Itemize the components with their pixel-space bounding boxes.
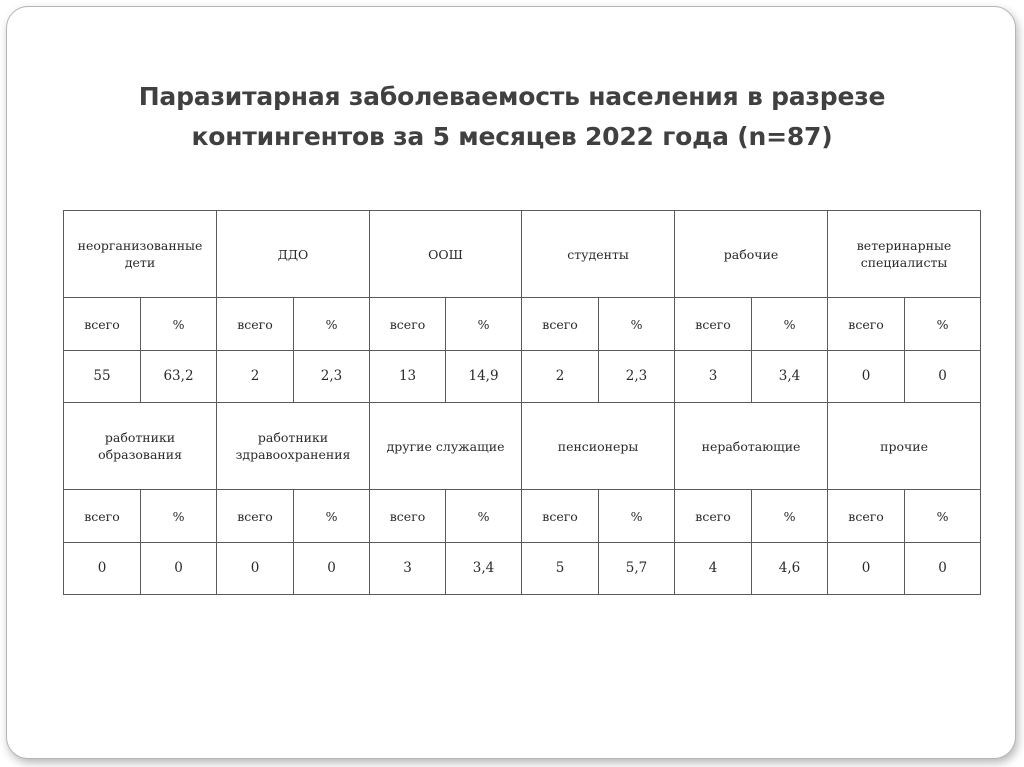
contingent-table [63,210,981,595]
total-value-cell: 0 [64,543,141,595]
percent-value-cell: 5,7 [599,543,675,595]
subheader-percent-cell: % [446,298,522,351]
subheader-total-cell: всего [675,298,752,351]
subheader-total-cell: всего [522,490,599,543]
table-body [64,211,981,595]
percent-value-cell: 63,2 [141,351,217,403]
percent-value-cell: 4,6 [752,543,828,595]
category-header-cell: другие служащие [370,403,522,490]
category-header-cell: прочие [828,403,981,490]
subheader-percent-cell: % [294,298,370,351]
category-header-cell: работники здравоохранения [217,403,370,490]
percent-value-cell: 2,3 [294,351,370,403]
subheader-percent-cell: % [141,490,217,543]
category-header-cell: ООШ [370,211,522,298]
slide-frame [6,6,1016,759]
percent-value-cell: 0 [905,351,981,403]
subheader-row [64,490,981,543]
percent-value-cell: 0 [294,543,370,595]
subheader-total-cell: всего [828,490,905,543]
total-value-cell: 3 [370,543,446,595]
total-value-cell: 3 [675,351,752,403]
category-header-cell: неработающие [675,403,828,490]
title-line-2: контингентов за 5 месяцев 2022 года (n=87) [191,122,833,151]
category-header-cell: работники образования [64,403,217,490]
percent-value-cell: 0 [905,543,981,595]
subheader-percent-cell: % [905,298,981,351]
subheader-total-cell: всего [217,298,294,351]
category-header-cell: ветеринарные специалисты [828,211,981,298]
category-row [64,211,981,298]
category-header-cell: студенты [522,211,675,298]
value-row [64,351,981,403]
subheader-percent-cell: % [752,298,828,351]
percent-value-cell: 14,9 [446,351,522,403]
subheader-percent-cell: % [446,490,522,543]
total-value-cell: 2 [217,351,294,403]
subheader-percent-cell: % [599,298,675,351]
category-row [64,403,981,490]
value-row [64,543,981,595]
subheader-percent-cell: % [905,490,981,543]
subheader-percent-cell: % [752,490,828,543]
title-line-1: Паразитарная заболеваемость населения в разрезе [138,82,886,111]
percent-value-cell: 2,3 [599,351,675,403]
subheader-total-cell: всего [828,298,905,351]
total-value-cell: 4 [675,543,752,595]
total-value-cell: 5 [522,543,599,595]
category-header-cell: пенсионеры [522,403,675,490]
percent-value-cell: 3,4 [446,543,522,595]
category-header-cell: рабочие [675,211,828,298]
total-value-cell: 0 [828,543,905,595]
subheader-total-cell: всего [370,298,446,351]
category-header-cell: ДДО [217,211,370,298]
subheader-total-cell: всего [675,490,752,543]
percent-value-cell: 3,4 [752,351,828,403]
subheader-total-cell: всего [64,298,141,351]
total-value-cell: 0 [217,543,294,595]
percent-value-cell: 0 [141,543,217,595]
category-header-cell: неорганизованные дети [64,211,217,298]
subheader-percent-cell: % [294,490,370,543]
total-value-cell: 2 [522,351,599,403]
subheader-percent-cell: % [141,298,217,351]
subheader-total-cell: всего [64,490,141,543]
subheader-total-cell: всего [370,490,446,543]
subheader-row [64,298,981,351]
subheader-percent-cell: % [599,490,675,543]
total-value-cell: 55 [64,351,141,403]
subheader-total-cell: всего [522,298,599,351]
subheader-total-cell: всего [217,490,294,543]
total-value-cell: 13 [370,351,446,403]
total-value-cell: 0 [828,351,905,403]
slide-title [7,77,1016,157]
